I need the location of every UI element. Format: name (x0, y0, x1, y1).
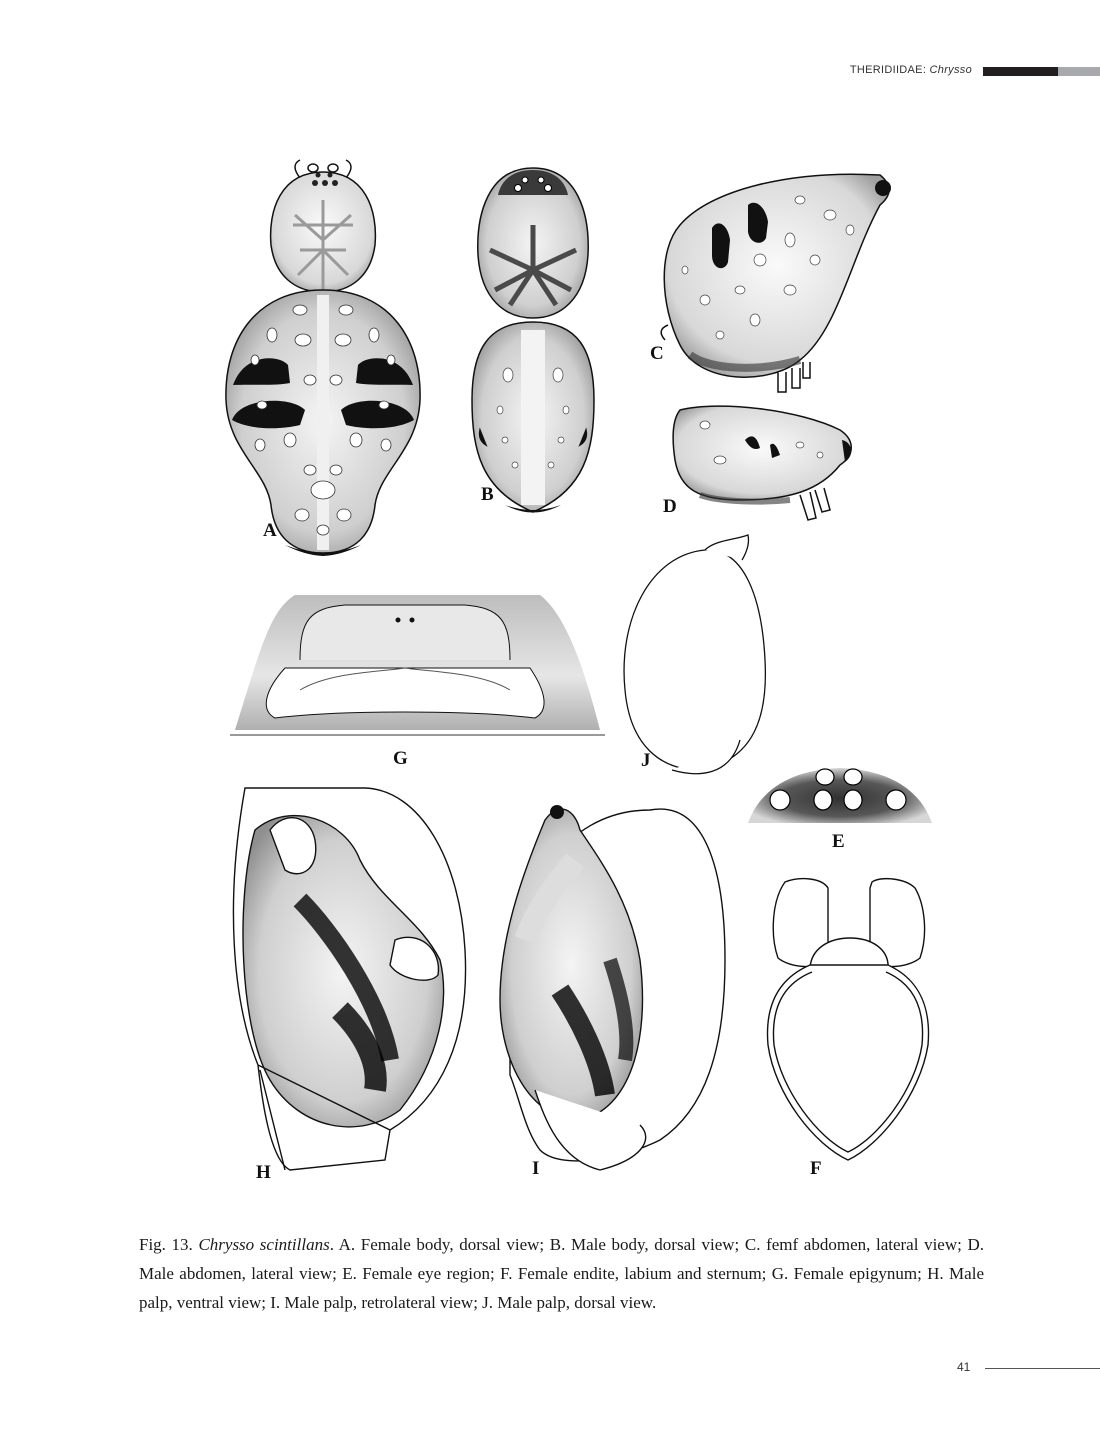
running-head-genus: Chrysso (929, 64, 972, 76)
figure-label-d: D (663, 496, 677, 517)
figure-b-male-dorsal (472, 168, 594, 513)
figure-c-female-abdomen-lateral (661, 174, 891, 392)
figure-caption (139, 1230, 984, 1317)
figure-label-e: E (832, 831, 845, 852)
running-head-family: THERIDIIDAE: (849, 64, 927, 76)
figure-d-male-abdomen-lateral (673, 406, 851, 520)
figure-h-male-palp-ventral (233, 788, 465, 1170)
figure-label-g: G (393, 748, 408, 769)
caption-text: . A. Female body, dorsal view; B. Male body, dorsal view; C. femf abdomen, lateral view; D. Male abdomen, lateral view; E. Female eye region; F. Female endite, labium and sternum; G. Female epigynum; H. Male palp, ventral view; I. Male palp, retrolateral view; J. Male palp, dorsal view. (139, 1235, 984, 1312)
figure-label-a: A (263, 520, 277, 541)
figure-label-h: H (256, 1162, 271, 1183)
figure-label-c: C (650, 343, 664, 364)
figure-j-male-palp-dorsal (624, 535, 765, 774)
figure-f-female-sternum (767, 879, 928, 1160)
caption-figure-number: Fig. 13. (139, 1235, 193, 1254)
figure-i-male-palp-retrolateral (500, 805, 725, 1170)
figure-label-i: I (532, 1158, 540, 1179)
page-number-rule (985, 1368, 1100, 1369)
figure-label-f: F (810, 1158, 822, 1179)
figure-label-b: B (481, 484, 494, 505)
page-number: 41 (957, 1360, 971, 1374)
figure-a-female-dorsal (226, 160, 420, 556)
figure-g-female-epigynum (230, 595, 605, 735)
figure-e-female-eye-region (748, 768, 932, 823)
figure-label-j: J (641, 750, 651, 771)
caption-species: Chrysso scintillans (198, 1235, 330, 1254)
